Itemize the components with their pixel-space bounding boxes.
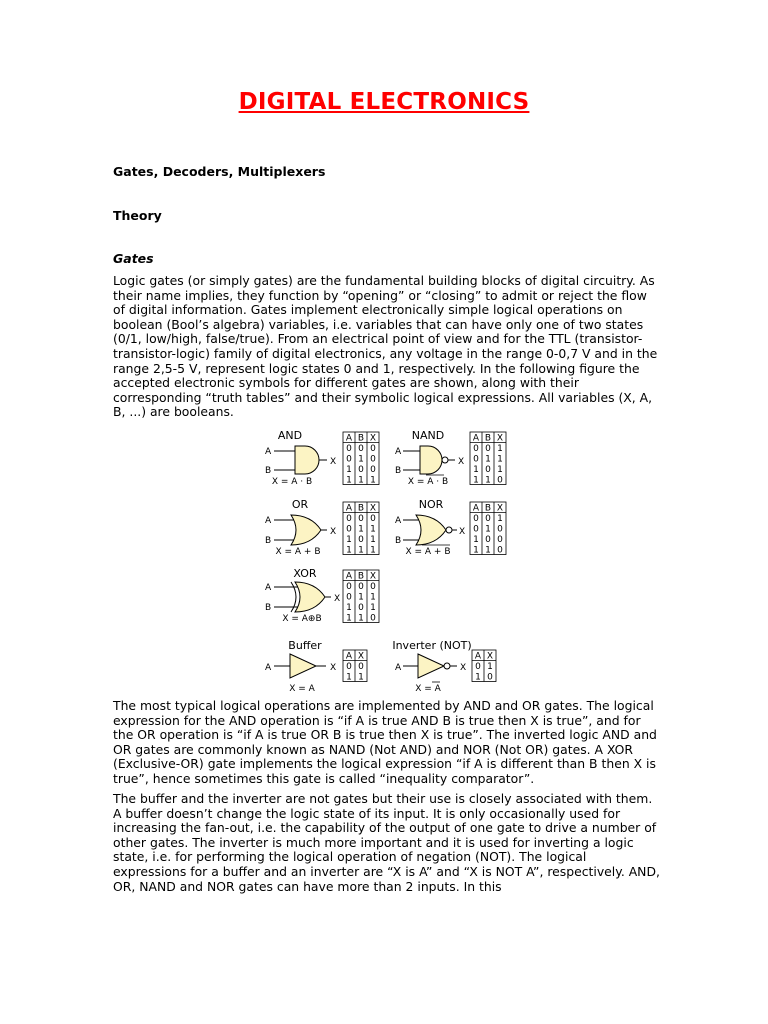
and-expression: X = A · B <box>271 477 313 487</box>
gate-symbols-figure <box>260 424 520 696</box>
truth-table-cell: 0 <box>497 524 503 535</box>
buffer-gate <box>265 639 336 694</box>
gates-heading: Gates <box>113 251 154 266</box>
truth-table-header: X <box>486 651 494 662</box>
nand-gate <box>395 429 464 487</box>
buffer-input-a: A <box>265 663 272 673</box>
truth-table-cell: 0 <box>485 514 491 524</box>
truth-table-cell: 1 <box>487 662 493 672</box>
truth-table-header: A <box>345 503 353 514</box>
truth-table-cell: 0 <box>346 592 352 603</box>
truth-table-buffer <box>343 650 367 683</box>
or-input-a: A <box>265 516 272 526</box>
truth-table-cell: 1 <box>473 475 479 486</box>
truth-table-cell: 0 <box>370 582 376 592</box>
or-expression: X = A + B <box>275 547 321 557</box>
and-gate <box>265 429 336 487</box>
paragraph-and-or: The most typical logical operations are implemented by AND and OR gates. The logical expression for the AND operation is “if A is true AND B is true then X is true”, and for the OR operation is “if A is true OR B is true then X is true”. The inverted logic AND and OR gates are commonly known as NAND (Not AND) and NOR (Not OR) gates. A XOR (Exclusive-OR) gate implements the logical expression “if A is different than B then X is true”, hence sometimes this gate is called “inequality comparator”. <box>113 698 657 786</box>
truth-table-cell: 1 <box>358 475 364 486</box>
truth-table-cell: 0 <box>485 465 491 475</box>
truth-table-nor <box>470 502 506 556</box>
truth-table-cell: 1 <box>497 465 503 475</box>
inverter-output-x: X <box>460 663 467 673</box>
inverter-expression: X = A <box>415 684 441 694</box>
truth-table-cell: 0 <box>346 524 352 535</box>
truth-table-cell: 0 <box>475 662 481 672</box>
truth-table-header: X <box>357 651 365 662</box>
xor-input-b: B <box>265 603 272 613</box>
truth-table-header: A <box>345 433 353 444</box>
and-input-b: B <box>265 466 272 476</box>
nor-gate-label: NOR <box>418 498 444 511</box>
truth-table-cell: 1 <box>358 613 364 624</box>
inverter-gate-label: Inverter (NOT) <box>392 639 472 652</box>
truth-table-header: B <box>357 433 365 444</box>
truth-table-header: A <box>345 651 353 662</box>
truth-table-cell: 1 <box>475 672 481 683</box>
truth-table-cell: 1 <box>473 545 479 556</box>
nand-input-a: A <box>395 447 402 457</box>
truth-table-header: B <box>484 503 492 514</box>
truth-table-cell: 1 <box>497 444 503 454</box>
xor-output-x: X <box>334 594 341 604</box>
nand-gate-label: NAND <box>411 429 445 442</box>
truth-table-cell: 1 <box>485 524 491 535</box>
truth-table-cell: 0 <box>358 603 364 613</box>
truth-table-cell: 0 <box>358 662 364 672</box>
truth-table-and <box>343 432 379 486</box>
buffer-gate-label: Buffer <box>288 639 322 652</box>
document-title: DIGITAL ELECTRONICS <box>238 89 530 115</box>
truth-table-cell: 1 <box>485 475 491 486</box>
truth-table-or <box>343 502 379 556</box>
buffer-output-x: X <box>330 663 337 673</box>
inverter-gate <box>392 639 471 694</box>
truth-table-cell: 1 <box>370 545 376 556</box>
and-input-a: A <box>265 447 272 457</box>
truth-table-cell: 0 <box>358 582 364 592</box>
truth-table-cell: 0 <box>370 444 376 454</box>
nand-output-x: X <box>458 457 465 467</box>
truth-table-cell: 1 <box>358 672 364 683</box>
buffer-expression: X = A <box>289 684 315 694</box>
nor-gate <box>395 498 465 557</box>
truth-table-cell: 0 <box>346 454 352 465</box>
or-input-b: B <box>265 536 272 546</box>
truth-table-header: A <box>345 571 353 582</box>
truth-table-header: B <box>357 571 365 582</box>
truth-table-cell: 1 <box>358 592 364 603</box>
truth-table-header: A <box>472 433 480 444</box>
truth-table-xor <box>343 570 379 624</box>
and-gate-label: AND <box>277 429 303 442</box>
paragraph-buffer-inverter: The buffer and the inverter are not gates but their use is closely associated with them. A buffer doesn’t change the logic state of its input. It is only occasionally used for increasing the fan-out, i.e. the capability of the output of one gate to drive a number of other gates. The inverter is much more important and it is used for inverting a logic state, i.e. for performing the logical operation of negation (NOT). The logical expressions for a buffer and an inverter are “X is A” and “X is NOT A”, respectively. AND, OR, NAND and NOR gates can have more than 2 inputs. In this <box>113 791 660 894</box>
nand-input-b: B <box>395 466 402 476</box>
truth-table-cell: 0 <box>473 444 479 454</box>
truth-table-cell: 1 <box>346 672 352 683</box>
truth-table-cell: 0 <box>485 535 491 545</box>
truth-table-cell: 1 <box>358 545 364 556</box>
truth-table-cell: 0 <box>370 613 376 624</box>
and-output-x: X <box>330 457 337 467</box>
paragraph-intro: Logic gates (or simply gates) are the fundamental building blocks of digital circuitry. As their name implies, they function by “opening” or “closing” to admit or reject the flow of digital information. Gates implement electronically simple logical operations on boolean (Bool’s algebra) variables, i.e. variables that can have only one of two states (0/1, low/high, false/true). From an electrical point of view and for the TTL (transistor-transistor-logic) family of digital electronics, any voltage in the range 0-0,7 V and in the range 2,5-5 V, represent logic states 0 and 1, respectively. In the following figure the accepted electronic symbols for different gates are shown, along with their corresponding “truth tables” and their symbolic logical expressions. All variables (X, A, B, ...) are booleans. <box>113 273 658 420</box>
truth-table-cell: 1 <box>346 613 352 624</box>
truth-table-cell: 1 <box>485 454 491 465</box>
truth-table-cell: 1 <box>473 535 479 545</box>
truth-table-cell: 1 <box>346 535 352 545</box>
truth-table-nand <box>470 432 506 486</box>
truth-table-header: A <box>472 503 480 514</box>
xor-gate-label: XOR <box>293 567 317 580</box>
truth-table-cell: 0 <box>346 582 352 592</box>
truth-table-cell: 0 <box>346 444 352 454</box>
truth-table-cell: 1 <box>346 545 352 556</box>
truth-table-cell: 0 <box>485 444 491 454</box>
truth-table-cell: 1 <box>346 603 352 613</box>
nor-input-a: A <box>395 516 402 526</box>
truth-table-cell: 0 <box>370 465 376 475</box>
truth-table-header: X <box>369 433 377 444</box>
truth-table-cell: 0 <box>473 524 479 535</box>
xor-expression: X = A⊕B <box>282 614 322 624</box>
nor-expression: X = A + B <box>405 547 451 557</box>
truth-table-cell: 1 <box>370 524 376 535</box>
nor-output-x: X <box>459 527 466 537</box>
truth-table-cell: 0 <box>370 454 376 465</box>
subtitle: Gates, Decoders, Multiplexers <box>113 164 326 179</box>
truth-table-cell: 1 <box>358 454 364 465</box>
truth-table-header: X <box>496 433 504 444</box>
xor-input-a: A <box>265 583 272 593</box>
truth-table-cell: 1 <box>485 545 491 556</box>
truth-table-cell: 1 <box>370 475 376 486</box>
xor-gate <box>265 567 340 624</box>
truth-table-cell: 0 <box>346 514 352 524</box>
or-gate <box>265 498 336 557</box>
inverter-input-a: A <box>395 663 402 673</box>
truth-table-header: A <box>474 651 482 662</box>
truth-table-header: X <box>496 503 504 514</box>
truth-table-cell: 0 <box>358 514 364 524</box>
truth-table-header: X <box>369 571 377 582</box>
truth-table-header: X <box>369 503 377 514</box>
truth-table-cell: 1 <box>473 465 479 475</box>
truth-table-cell: 0 <box>473 514 479 524</box>
or-gate-label: OR <box>291 498 309 511</box>
truth-table-cell: 1 <box>497 514 503 524</box>
truth-table-header: B <box>357 503 365 514</box>
truth-table-cell: 0 <box>487 672 493 683</box>
truth-table-cell: 0 <box>370 514 376 524</box>
truth-table-cell: 0 <box>497 475 503 486</box>
truth-table-cell: 1 <box>370 603 376 613</box>
truth-table-cell: 0 <box>497 535 503 545</box>
or-output-x: X <box>330 527 337 537</box>
truth-table-cell: 0 <box>358 444 364 454</box>
truth-table-cell: 0 <box>473 454 479 465</box>
truth-table-cell: 1 <box>497 454 503 465</box>
truth-table-cell: 1 <box>358 524 364 535</box>
truth-table-cell: 0 <box>358 535 364 545</box>
truth-table-cell: 1 <box>346 465 352 475</box>
nor-input-b: B <box>395 536 402 546</box>
truth-table-cell: 0 <box>358 465 364 475</box>
truth-table-cell: 1 <box>346 475 352 486</box>
nand-expression: X = A · B <box>407 477 449 487</box>
truth-table-cell: 1 <box>370 535 376 545</box>
theory-heading: Theory <box>113 208 162 223</box>
truth-table-header: B <box>484 433 492 444</box>
truth-table-cell: 1 <box>370 592 376 603</box>
truth-table-inverter <box>472 650 496 683</box>
truth-table-cell: 0 <box>346 662 352 672</box>
truth-table-cell: 0 <box>497 545 503 556</box>
